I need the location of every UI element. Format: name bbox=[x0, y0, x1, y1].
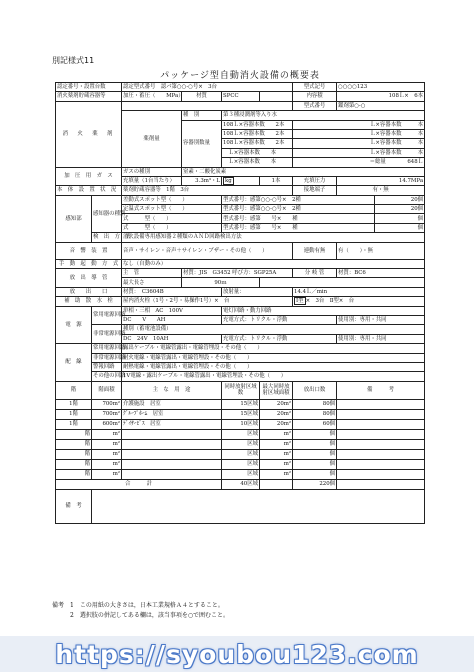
total-remarks bbox=[337, 479, 425, 489]
total-blank bbox=[260, 479, 293, 489]
floor-cell: 階 bbox=[56, 449, 92, 459]
row-tank bbox=[56, 92, 425, 101]
row-aux-hydrant bbox=[56, 297, 425, 306]
zones-cell: 15区域 bbox=[222, 399, 260, 409]
floor-header-floor: 階 bbox=[56, 381, 92, 399]
max-area-cell: m² bbox=[260, 469, 293, 479]
gas-kind-label: ガスの種別 bbox=[122, 167, 182, 176]
table-row bbox=[56, 439, 425, 449]
area-cell: m² bbox=[92, 429, 122, 439]
aux-type1: Ⅰ型 bbox=[296, 298, 304, 305]
conduit-main-value: 材質：JIS G3452 呼び方：SGP25A bbox=[182, 269, 293, 278]
type-symbol-label: 型式記号 bbox=[293, 83, 337, 92]
row-agent-type bbox=[56, 101, 425, 110]
table-row bbox=[56, 399, 425, 409]
area-cell: m² bbox=[92, 449, 122, 459]
area-cell: m² bbox=[92, 459, 122, 469]
power-normal-charge: 充電方式：トリクル・浮動 bbox=[222, 315, 337, 324]
zones-cell: 区域 bbox=[222, 429, 260, 439]
alarm-value: 音声・サイレン・音声＋サイレン・ブザー・その他（ ） bbox=[122, 242, 293, 259]
use-cell bbox=[122, 429, 222, 439]
sensor-method-label: 検 出 方 式 bbox=[93, 234, 131, 241]
sensor-qty: 20個 bbox=[375, 195, 425, 204]
row-power-em-1 bbox=[56, 325, 425, 334]
gas-pressure: 14.7MPa bbox=[337, 176, 425, 185]
conduit-branch-value: 材質：BC6 bbox=[337, 269, 425, 278]
agent-label: 消 火 薬 剤 bbox=[56, 101, 122, 167]
max-area-cell: 20m² bbox=[260, 399, 293, 409]
sensor-qty: 個 bbox=[375, 214, 425, 223]
form-id: 別記様式11 bbox=[52, 56, 95, 65]
agent-total: ＝総量 648Ｌ bbox=[293, 158, 425, 167]
document-title: パッケージ型自動消火設備の概要表 bbox=[160, 71, 320, 81]
floor-cell: 1階 bbox=[56, 399, 92, 409]
table-row bbox=[56, 469, 425, 479]
wiring-name: 非常電源回路 bbox=[93, 354, 126, 361]
heads-cell: 個 bbox=[293, 469, 337, 479]
aux-label: 補 助 散 水 栓 bbox=[56, 297, 122, 306]
agent-qty-line: Ｌ×容器本数 本 bbox=[222, 158, 293, 167]
agent-blank bbox=[122, 101, 293, 110]
wiring-name: その他の回路 bbox=[93, 373, 126, 380]
ground-label: 接地端子 bbox=[293, 186, 337, 195]
heads-cell: 80個 bbox=[293, 399, 337, 409]
row-sensor-1 bbox=[56, 195, 425, 204]
power-normal-label: 常用電源回路 bbox=[92, 306, 122, 325]
alarm-link-label: 連動有無 bbox=[293, 242, 337, 259]
aux-types bbox=[293, 297, 425, 306]
agent-qty-line: 108Ｌ×容器本数 2本 bbox=[222, 120, 293, 129]
sensor-qty: 20個 bbox=[375, 205, 425, 214]
area-cell: 700m² bbox=[92, 399, 122, 409]
manual-value: なし（自動のみ） bbox=[122, 259, 425, 268]
row-power-normal-1 bbox=[56, 306, 425, 315]
zones-cell: 10区域 bbox=[222, 419, 260, 429]
agent-qty-right: Ｌ×容器本数 本 bbox=[293, 148, 425, 157]
max-area-cell: m² bbox=[260, 439, 293, 449]
sensor-kind: 式 型（ ） bbox=[122, 214, 222, 223]
floor-cell: 1階 bbox=[56, 409, 92, 419]
agent-qty-line: 108Ｌ×容器本数 2本 bbox=[222, 129, 293, 138]
summary-table bbox=[55, 82, 425, 524]
heads-cell: 個 bbox=[293, 459, 337, 469]
table-row bbox=[56, 449, 425, 459]
zones-cell: 区域 bbox=[222, 469, 260, 479]
power-label: 電 源 bbox=[56, 306, 92, 344]
wiring-value: 1V電線・露出ケーブル・電線管露出・電線管埋設・その他（ ） bbox=[122, 372, 425, 381]
zones-cell: 区域 bbox=[222, 439, 260, 449]
use-cell bbox=[122, 459, 222, 469]
max-area-cell: 20m² bbox=[260, 409, 293, 419]
wiring-label: 配 線 bbox=[56, 344, 92, 382]
area-cell: 700m² bbox=[92, 409, 122, 419]
tank-material-label: 材質 bbox=[182, 92, 222, 101]
row-nozzle bbox=[56, 287, 425, 296]
wiring-value: 耐熱電線・電線管露出・電線管埋設・その他（ ） bbox=[122, 362, 425, 371]
remarks-cell bbox=[337, 439, 425, 449]
power-em-use: 使用別：専用・共同 bbox=[337, 334, 425, 343]
wiring-value: 露出ケーブル・電線管露出・電線管埋設・その他（ ） bbox=[122, 344, 425, 353]
sensor-label: 感知部 bbox=[56, 195, 92, 242]
max-area-cell: m² bbox=[260, 429, 293, 439]
note-line: 2 選択肢の併記してある欄は，該当事項を○で囲むこと。 bbox=[52, 612, 230, 619]
use-cell: ｸﾞﾙｰﾌﾟﾎｰﾑ 居室 bbox=[122, 409, 222, 419]
install-value: 薬剤貯蔵容器等 1階 3台 bbox=[122, 186, 293, 195]
floor-cell: 階 bbox=[56, 469, 92, 479]
power-em-charge: 充電方式：トリクル・浮動 bbox=[222, 334, 337, 343]
remarks-cell bbox=[337, 429, 425, 439]
aux-value: 屋内消火栓（1号・2号・易操作1号）× 台 bbox=[122, 297, 293, 306]
floor-header-heads: 放出口数 bbox=[293, 381, 337, 399]
cert-number: 認定型式番号 認パ第○○-○号× 3台 bbox=[122, 83, 293, 92]
row-manual bbox=[56, 259, 425, 268]
tank-volume: 108Ｌ× 6本 bbox=[337, 92, 425, 101]
gas-unit-kg: kg bbox=[225, 178, 232, 184]
tank-pressure: 加圧・蓄圧（ MPa） bbox=[123, 93, 184, 100]
sensor-type: 型式番号：感第 号× 種 bbox=[222, 214, 375, 223]
manual-label: 手 動 起 動 方 式 bbox=[56, 259, 122, 268]
heads-cell: 個 bbox=[293, 449, 337, 459]
agent-amount-label: 薬剤量 bbox=[122, 111, 182, 167]
wiring-name: 常用電源回路 bbox=[93, 345, 126, 352]
conduit-main-label: 主 管 bbox=[122, 269, 182, 278]
aux-count: × 3台 bbox=[305, 298, 325, 305]
sensor-kind: 定温式スポット型（ ） bbox=[122, 205, 222, 214]
power-normal-use: 使用別：専用・共同 bbox=[337, 315, 425, 324]
remarks-cell bbox=[337, 449, 425, 459]
nozzle-rate-label: 放射量： bbox=[222, 287, 293, 296]
use-cell bbox=[122, 469, 222, 479]
floor-table-header bbox=[56, 381, 425, 399]
sensor-type: 型式番号：感第○○-○号× 2種 bbox=[222, 195, 375, 204]
row-wiring-2 bbox=[56, 353, 425, 362]
power-normal-value: 単相・三相 AC 100V bbox=[122, 306, 222, 315]
remarks-label: 備 考 bbox=[56, 489, 92, 523]
conduit-blank bbox=[260, 278, 425, 287]
sensor-method-value: 消火設備専用感知器２種類のＡＮＤ回路検出方法 bbox=[122, 233, 425, 242]
sensor-kind: 式 型（ ） bbox=[122, 223, 222, 232]
tank-label: 消火薬剤貯蔵容器等 bbox=[56, 92, 122, 101]
notes bbox=[52, 601, 229, 621]
agent-spec-label: 容器別数量 bbox=[182, 120, 222, 167]
sensor-type: 型式番号：感第 号× 種 bbox=[222, 223, 375, 232]
table-row bbox=[56, 429, 425, 439]
power-em-value: 種別（蓄電池設備） bbox=[122, 325, 425, 334]
gas-amount: 3.3m³・L bbox=[182, 176, 222, 185]
tank-material: SPCC bbox=[222, 92, 260, 101]
tank-spacer bbox=[260, 92, 293, 101]
floor-header-zones: 同時放射区域数 bbox=[222, 381, 260, 399]
remarks-cell bbox=[337, 409, 425, 419]
floor-cell: 1階 bbox=[56, 419, 92, 429]
heads-cell: 60個 bbox=[293, 419, 337, 429]
total-heads: 220個 bbox=[293, 479, 337, 489]
wiring-name: 警報回路 bbox=[92, 362, 122, 371]
floor-cell: 階 bbox=[56, 439, 92, 449]
gas-kind-value: 窒素・二酸化炭素 bbox=[182, 167, 425, 176]
use-cell bbox=[122, 449, 222, 459]
max-area-cell: 20m² bbox=[260, 419, 293, 429]
area-cell: m² bbox=[92, 439, 122, 449]
remarks-cell bbox=[337, 459, 425, 469]
remarks-body bbox=[92, 489, 425, 523]
table-row bbox=[56, 419, 425, 429]
agent-kind-label: 種 別 bbox=[182, 111, 222, 120]
total-label: 合 計 bbox=[56, 479, 222, 489]
nozzle-rate: 14.4Ｌ／min bbox=[293, 287, 425, 296]
zones-cell: 区域 bbox=[222, 459, 260, 469]
area-cell: m² bbox=[92, 469, 122, 479]
alarm-link-value: 有（ ）・無 bbox=[337, 242, 425, 259]
agent-qty-right: Ｌ×容器本数 本 bbox=[293, 120, 425, 129]
floor-header-max-area: 最大同時放射区域面積 bbox=[260, 381, 293, 399]
agent-qty-line: 108Ｌ×容器本数 2本 bbox=[222, 139, 293, 148]
table-total-row bbox=[56, 479, 425, 489]
agent-kind-value: 第３種浸潤剤等入り水 bbox=[222, 111, 425, 120]
row-sensor-method bbox=[56, 233, 425, 242]
wiring-value: 耐火電線・電線管露出・電線管埋設・その他（ ） bbox=[122, 353, 425, 362]
conduit-branch-label: 分 岐 管 bbox=[293, 269, 337, 278]
gas-qty: 1本 bbox=[260, 176, 293, 185]
floor-header-remarks: 備 考 bbox=[337, 381, 425, 399]
aux-type2: Ⅱ型× bbox=[329, 298, 344, 305]
remarks-row bbox=[56, 489, 425, 523]
agent-type-no-value: 鑑剤第○-○ bbox=[337, 101, 425, 110]
row-wiring-4 bbox=[56, 372, 425, 381]
row-wiring-1 bbox=[56, 344, 425, 353]
agent-qty-line: Ｌ×容器本数 本 bbox=[222, 148, 293, 157]
max-area-cell: m² bbox=[260, 459, 293, 469]
sensor-type: 型式番号：感第○○-○号× 2種 bbox=[222, 205, 375, 214]
agent-type-no-label: 型式番号 bbox=[293, 101, 337, 110]
max-area-cell: m² bbox=[260, 449, 293, 459]
gas-label: 加 圧 用 ガ ス bbox=[56, 167, 122, 186]
zones-cell: 15区域 bbox=[222, 409, 260, 419]
conduit-label: 放 出 導 管 bbox=[56, 269, 122, 288]
power-normal-dc: DC V AH bbox=[122, 315, 222, 324]
power-em-spec: DC 24V 10AH bbox=[122, 334, 222, 343]
heads-cell: 個 bbox=[293, 429, 337, 439]
use-cell: ﾃﾞｲｻｰﾋﾞｽ 居室 bbox=[122, 419, 222, 429]
nozzle-label: 放 出 口 bbox=[56, 287, 122, 296]
row-certification bbox=[56, 83, 425, 92]
remarks-cell bbox=[337, 419, 425, 429]
nozzle-material: 材質： C3604B bbox=[122, 287, 222, 296]
row-alarm bbox=[56, 242, 425, 259]
alarm-label: 音 響 装 置 bbox=[56, 242, 122, 259]
floor-cell: 階 bbox=[56, 429, 92, 439]
area-cell: 600m² bbox=[92, 419, 122, 429]
zones-cell: 区域 bbox=[222, 449, 260, 459]
sensor-kind-label: 感知器の種別 bbox=[92, 195, 122, 233]
total-zones: 40区域 bbox=[222, 479, 260, 489]
row-gas-kind bbox=[56, 167, 425, 176]
note-line: 備考 1 この用紙の大きさは，日本工業規格Ａ４とすること。 bbox=[52, 602, 224, 609]
remarks-cell bbox=[337, 469, 425, 479]
conduit-length-label: 最大長さ bbox=[122, 278, 182, 287]
agent-qty-right: Ｌ×容器本数 本 bbox=[293, 139, 425, 148]
conduit-length: 90ｍ bbox=[182, 278, 260, 287]
power-em-label: 非常電源回路 bbox=[92, 325, 122, 344]
table-row bbox=[56, 459, 425, 469]
heads-cell: 80個 bbox=[293, 409, 337, 419]
heads-cell: 個 bbox=[293, 439, 337, 449]
cert-label: 認定番号・設置台数 bbox=[56, 83, 122, 92]
install-label: 本 体 設 置 状 況 bbox=[56, 186, 122, 195]
site-url-watermark: https://syoubou123.com bbox=[55, 640, 419, 669]
agent-qty-right: Ｌ×容器本数 本 bbox=[293, 129, 425, 138]
remarks-cell bbox=[337, 399, 425, 409]
row-conduit-main bbox=[56, 269, 425, 278]
sensor-qty: 個 bbox=[375, 223, 425, 232]
sensor-kind: 差動式スポット型（ ） bbox=[122, 195, 222, 204]
ground-value: 有・無 bbox=[337, 186, 425, 195]
gas-amount-unit bbox=[222, 176, 260, 185]
gas-pressure-label: 充填圧力 bbox=[293, 176, 337, 185]
table-row bbox=[56, 409, 425, 419]
tank-volume-label: 内容積 bbox=[293, 92, 337, 101]
floor-header-area: 階面積 bbox=[92, 381, 122, 399]
row-wiring-3 bbox=[56, 362, 425, 371]
gas-amount-label: 充填量（1台当たり） bbox=[122, 176, 182, 185]
use-cell: 介護施設 居室 bbox=[122, 399, 222, 409]
power-normal-circuit: 電灯回路・動力回路 bbox=[222, 306, 425, 315]
use-cell bbox=[122, 439, 222, 449]
floor-cell: 階 bbox=[56, 459, 92, 469]
row-install bbox=[56, 186, 425, 195]
type-symbol-value: ○○○○123 bbox=[337, 83, 425, 92]
floor-header-use: 主 な 用 途 bbox=[122, 381, 222, 399]
aux-unit: 台 bbox=[348, 298, 355, 305]
